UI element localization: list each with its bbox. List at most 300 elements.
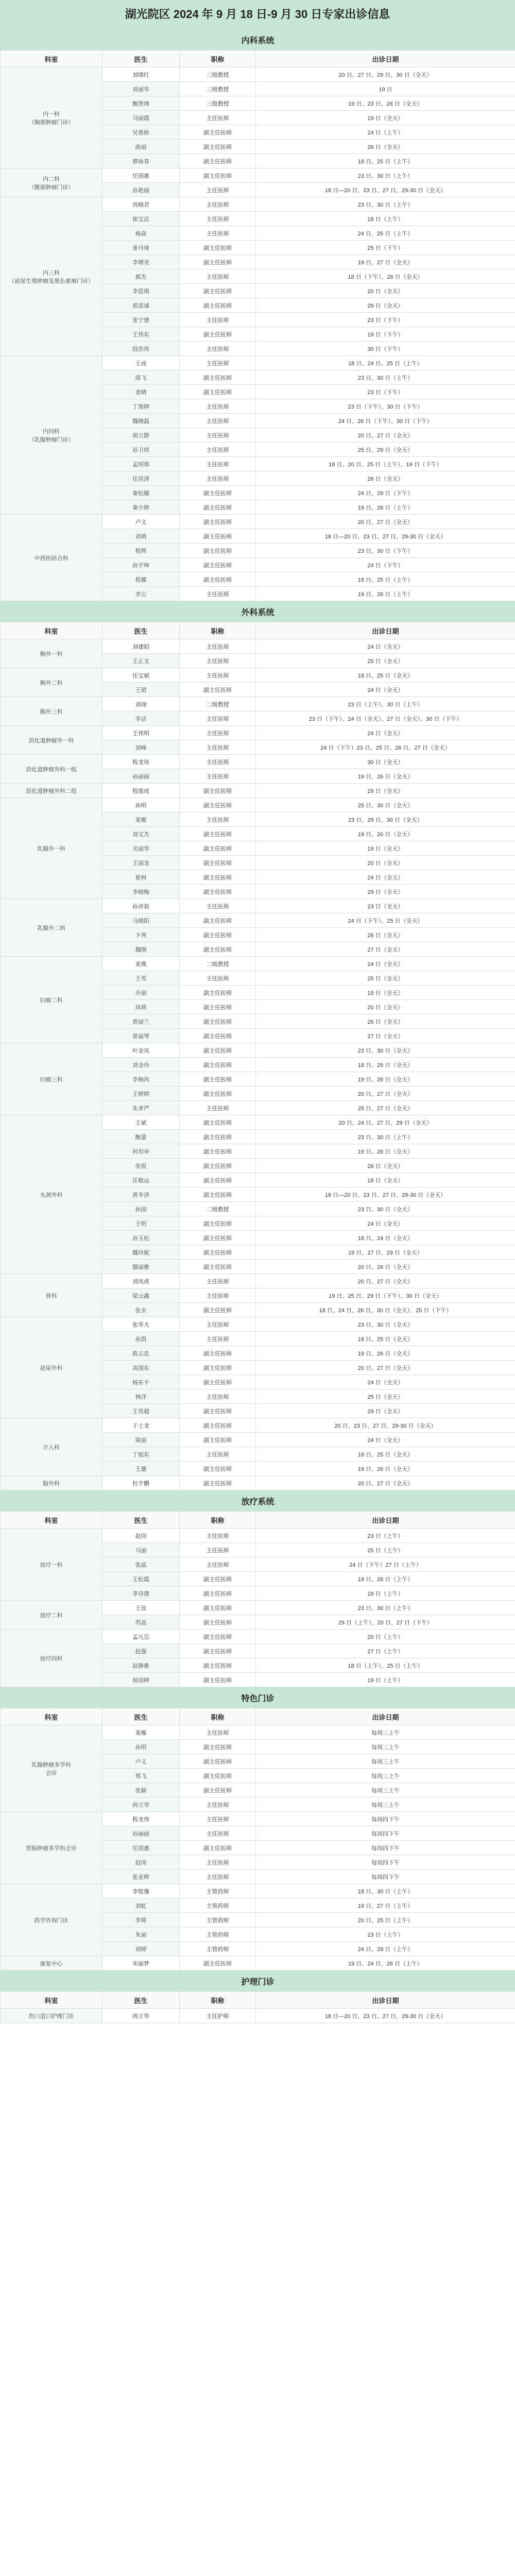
clinic-dates: 23 日（上午） (256, 1529, 515, 1543)
department-label: 泌尿外科 (40, 1365, 63, 1371)
column-header: 科室 (1, 1708, 102, 1725)
doctor-title: 副主任医师 (180, 385, 256, 399)
clinic-dates: 20 日、25 日（上午） (256, 1913, 515, 1927)
clinic-dates: 24 日、26 日（下午）、30 日（下午） (256, 414, 515, 428)
clinic-dates: 24 日（全天） (256, 726, 515, 740)
clinic-dates: 19 日、26 日（上午） (256, 500, 515, 515)
column-header: 职称 (180, 50, 256, 67)
clinic-dates: 24 日（全天） (256, 639, 515, 654)
clinic-dates: 19 日（下午） (256, 327, 515, 342)
column-header-row (1, 1708, 515, 1725)
doctor-title: 副主任医师 (180, 942, 256, 957)
clinic-dates: 20 日（全天） (256, 1000, 515, 1014)
doctor-title: 主任医师 (180, 1332, 256, 1346)
column-header: 医生 (102, 1512, 180, 1529)
doctor-title: 主任医师 (180, 769, 256, 784)
doctor-name: 姜丹琦 (102, 241, 180, 255)
doctor-name: 尚立华 (102, 2009, 180, 2023)
doctor-name: 黄冬泽 (102, 1188, 180, 1202)
doctor-name: 姜雁 (102, 1725, 180, 1740)
doctor-title: 副主任医师 (180, 1346, 256, 1361)
doctor-name: 李晓梅 (102, 885, 180, 899)
doctor-title: 主任医师 (180, 1274, 256, 1289)
doctor-title: 主任医师 (180, 740, 256, 755)
doctor-name: 黄丽兰 (102, 1014, 180, 1029)
clinic-dates: 23 日（下午） (256, 385, 515, 399)
table-row (1, 899, 515, 913)
column-header: 职称 (180, 1992, 256, 2009)
doctor-title: 主任医师 (180, 183, 256, 197)
clinic-dates: 23 日、30 日（上午） (256, 370, 515, 385)
clinic-dates: 29 日（全天） (256, 298, 515, 313)
clinic-dates: 18 日、30 日（上午） (256, 1884, 515, 1899)
doctor-title: 主任医师 (180, 1870, 256, 1884)
doctor-title: 副主任医师 (180, 1476, 256, 1490)
column-header: 科室 (1, 1992, 102, 2009)
clinic-dates: 25 日（上午） (256, 1543, 515, 1557)
clinic-dates: 24 日（下午）27 日（上午） (256, 1557, 515, 1572)
table-row (1, 755, 515, 769)
doctor-title: 副主任医师 (180, 544, 256, 558)
clinic-dates: 20 日、27 日（全天） (256, 515, 515, 529)
doctor-name: 刘绪红 (102, 67, 180, 82)
table-row (1, 1884, 515, 1899)
table-row (1, 697, 515, 711)
clinic-dates: 29 日（全天） (256, 784, 515, 798)
doctor-title: 副主任医师 (180, 1673, 256, 1687)
doctor-title: 副主任医师 (180, 1130, 256, 1144)
doctor-name: 孟凡岳 (102, 1630, 180, 1644)
clinic-dates: 19 日（全天） (256, 841, 515, 856)
doctor-title: 副主任医师 (180, 870, 256, 885)
doctor-name: 刘文杰 (102, 827, 180, 841)
doctor-title: 主任医师 (180, 269, 256, 284)
department-label: 消化道肿瘤外科一组 (26, 766, 77, 773)
doctor-title: 主任医师 (180, 1812, 256, 1826)
doctor-title: 主任医师 (180, 1447, 256, 1462)
doctor-title: 副主任医师 (180, 1303, 256, 1317)
doctor-name: 孙玉松 (102, 1231, 180, 1245)
doctor-name: 王松霞 (102, 1572, 180, 1586)
table-row (1, 957, 515, 971)
table-row (1, 197, 515, 212)
clinic-dates: 29 日（上午）、20 日、27 日（下午） (256, 1615, 515, 1630)
department-cell (1, 697, 102, 726)
doctor-title: 副主任医师 (180, 1115, 256, 1130)
department-cell (1, 1043, 102, 1115)
doctor-name: 蔡咏春 (102, 154, 180, 168)
doctor-title: 主任医师 (180, 1289, 256, 1303)
doctor-name: 王斌 (102, 1115, 180, 1130)
doctor-title: 主任医师 (180, 111, 256, 125)
clinic-dates: 26 日（全天） (256, 1159, 515, 1173)
clinic-dates: 19 日、26 日（全天） (256, 1072, 515, 1087)
doctor-name: 刘金玲 (102, 1058, 180, 1072)
department-cell (1, 1418, 102, 1476)
department-cell (1, 168, 102, 197)
doctor-name: 孙凯 (102, 1332, 180, 1346)
doctor-title: 副主任医师 (180, 784, 256, 798)
doctor-name: 滕丽雅 (102, 1260, 180, 1274)
section-title: 内科系统 (1, 29, 515, 50)
doctor-title: 副主任医师 (180, 241, 256, 255)
clinic-dates: 24 日（全天） (256, 870, 515, 885)
doctor-name: 苏晶 (102, 1615, 180, 1630)
department-cell (1, 1476, 102, 1490)
doctor-name: 王国龙 (102, 856, 180, 870)
department-label: 药学咨询门诊 (34, 1917, 68, 1924)
doctor-name: 李诗倩 (102, 1586, 180, 1601)
department-label: （胸部肿瘤门诊） (28, 119, 74, 126)
doctor-name: 孙宇坤 (102, 558, 180, 572)
doctor-title: 主任医师 (180, 1826, 256, 1841)
clinic-dates: 25 日（下午） (256, 241, 515, 255)
doctor-title: 副主任医师 (180, 885, 256, 899)
table-row (1, 1418, 515, 1433)
doctor-title: 二级教授 (180, 957, 256, 971)
clinic-dates: 18 日、25 日（全天） (256, 668, 515, 683)
doctor-name: 程龙伟 (102, 755, 180, 769)
department-label: 胸外三科 (40, 708, 63, 715)
doctor-title: 副主任医师 (180, 1433, 256, 1447)
doctor-title: 副主任医师 (180, 298, 256, 313)
doctor-title: 主任医师 (180, 1725, 256, 1740)
clinic-dates: 19 日、24 日、26 日（上午） (256, 1956, 515, 1971)
section-title: 放疗系统 (1, 1490, 515, 1512)
table-row (1, 1812, 515, 1826)
clinic-dates: 19 日、26 日（上午） (256, 1572, 515, 1586)
clinic-dates: 20 日、24 日、27 日、29 日（全天） (256, 1115, 515, 1130)
doctor-name: 段浩伟 (102, 342, 180, 356)
clinic-dates: 每周三上午 (256, 1769, 515, 1783)
clinic-dates: 每周四下午 (256, 1812, 515, 1826)
clinic-dates: 24 日（全天） (256, 683, 515, 697)
doctor-name: 常丽琴 (102, 1029, 180, 1043)
doctor-name: 卢义 (102, 515, 180, 529)
doctor-name: 孙彦茹 (102, 899, 180, 913)
department-cell (1, 726, 102, 755)
doctor-title: 二级教授 (180, 697, 256, 711)
doctor-name: 赵静雅 (102, 1658, 180, 1673)
doctor-title: 主管药师 (180, 1913, 256, 1927)
clinic-dates: 24 日、29 日（上午） (256, 1942, 515, 1956)
doctor-title: 副主任医师 (180, 140, 256, 154)
doctor-name: 高国东 (102, 1361, 180, 1375)
table-row (1, 668, 515, 683)
clinic-dates: 27 日（上午） (256, 1644, 515, 1658)
doctor-name: 程娜 (102, 572, 180, 587)
doctor-name: 刘虹 (102, 1899, 180, 1913)
doctor-title: 主任医师 (180, 812, 256, 827)
doctor-name: 魏刚 (102, 942, 180, 957)
clinic-dates: 18 日、25 日（全天） (256, 1332, 515, 1346)
doctor-name: 刘凤虎 (102, 1274, 180, 1289)
doctor-name: 孙艳丽 (102, 183, 180, 197)
doctor-name: 朱孝严 (102, 1101, 180, 1115)
clinic-dates: 18 日、25 日（上午） (256, 572, 515, 587)
doctor-name: 郭思诚 (102, 298, 180, 313)
doctor-name: 孙明 (102, 1740, 180, 1754)
doctor-name: 周莉 (102, 1000, 180, 1014)
doctor-name: 刘建昭 (102, 639, 180, 654)
doctor-title: 副主任医师 (180, 1586, 256, 1601)
clinic-dates: 19 日、27 日、29 日（全天） (256, 1245, 515, 1260)
clinic-dates: 26 日（全天） (256, 471, 515, 486)
doctor-title: 副主任医师 (180, 1754, 256, 1769)
doctor-name: 姜雁 (102, 812, 180, 827)
doctor-name: 杨焱 (102, 226, 180, 241)
department-label: 介入科 (43, 1444, 60, 1451)
doctor-title: 副主任医师 (180, 1000, 256, 1014)
clinic-dates: 27 日（全天） (256, 1029, 515, 1043)
department-label: 内二科 (43, 176, 60, 182)
clinic-dates: 18 日（上午）、25 日（上午） (256, 1658, 515, 1673)
clinic-dates: 23 日、30 日（上午） (256, 1601, 515, 1615)
department-label: 放疗二科 (40, 1612, 63, 1619)
department-cell (1, 1601, 102, 1630)
doctor-name: 王汝 (102, 1601, 180, 1615)
doctor-title: 主任医师 (180, 1855, 256, 1870)
doctor-title: 副主任医师 (180, 1188, 256, 1202)
clinic-dates: 24 日（下午）23 日、25 日、26 日、27 日（全天） (256, 740, 515, 755)
clinic-dates: 19 日、26 日（全天） (256, 1462, 515, 1476)
doctor-name: 孙丽丽 (102, 769, 180, 784)
department-cell (1, 798, 102, 899)
column-header: 医生 (102, 50, 180, 67)
doctor-title: 主任医师 (180, 1317, 256, 1332)
clinic-dates: 每周三上午 (256, 1725, 515, 1740)
doctor-title: 主任医师 (180, 654, 256, 668)
department-cell (1, 639, 102, 668)
doctor-name: 李梅风 (102, 1072, 180, 1087)
clinic-dates: 每周四下午 (256, 1841, 515, 1855)
clinic-dates: 19 日、23 日、26 日（全天） (256, 96, 515, 111)
clinic-dates: 18 日、24 日（全天） (256, 1231, 515, 1245)
clinic-dates: 20 日、27 日（全天） (256, 1476, 515, 1490)
doctor-title: 副主任医师 (180, 1245, 256, 1260)
table-row (1, 356, 515, 370)
doctor-name: 张宁德 (102, 313, 180, 327)
table-row (1, 726, 515, 740)
clinic-dates: 19 日 (256, 82, 515, 96)
department-cell (1, 1115, 102, 1274)
doctor-name: 王婷婷 (102, 1087, 180, 1101)
doctor-title: 副主任医师 (180, 1087, 256, 1101)
doctor-name: 秦松娜 (102, 486, 180, 500)
clinic-dates: 20 日、27 日（全天） (256, 1274, 515, 1289)
clinic-dates: 20 日、27 日（全天） (256, 1361, 515, 1375)
doctor-name: 宋丽梦 (102, 1956, 180, 1971)
column-header: 出诊日期 (256, 1708, 515, 1725)
doctor-name: 王雄 (102, 1462, 180, 1476)
doctor-title: 副主任医师 (180, 486, 256, 500)
doctor-name: 郝杰 (102, 269, 180, 284)
department-label: 骨科 (45, 1293, 57, 1299)
department-label: 胸外一科 (40, 651, 63, 657)
clinic-dates: 每周三上午 (256, 1783, 515, 1798)
doctor-name: 马晓阳 (102, 913, 180, 928)
column-header: 科室 (1, 1512, 102, 1529)
doctor-name: 李思琪 (102, 284, 180, 298)
doctor-name: 魏玲妮 (102, 1245, 180, 1260)
doctor-title: 二级教授 (180, 1202, 256, 1216)
department-label: 乳腺外一科 (37, 845, 65, 852)
department-cell (1, 1630, 102, 1687)
doctor-title: 主任护师 (180, 2009, 256, 2023)
department-cell (1, 755, 102, 784)
department-label: 放疗四科 (40, 1655, 63, 1662)
doctor-name: 王伟明 (102, 726, 180, 740)
clinic-dates: 23 日、30 日（上午） (256, 1130, 515, 1144)
department-label: 内三科 (43, 269, 60, 276)
clinic-dates: 24 日（下午） (256, 558, 515, 572)
clinic-dates: 19 日、27 日（全天） (256, 255, 515, 269)
clinic-dates: 18 日（下午）、26 日（全天） (256, 269, 515, 284)
doctor-name: 王英超 (102, 1404, 180, 1418)
clinic-dates: 23 日、30 日（下午） (256, 544, 515, 558)
department-cell (1, 1529, 102, 1601)
table-row (1, 1043, 515, 1058)
doctor-title: 副主任医师 (180, 1462, 256, 1476)
clinic-dates: 18 日、24 日、25 日（上午） (256, 356, 515, 370)
doctor-name: 刘萌 (102, 529, 180, 544)
doctor-title: 副主任医师 (180, 986, 256, 1000)
department-cell (1, 668, 102, 697)
doctor-name: 曲丽 (102, 140, 180, 154)
doctor-name: 卢义 (102, 1754, 180, 1769)
column-header: 科室 (1, 622, 102, 639)
table-row (1, 1529, 515, 1543)
schedule-body (1, 29, 515, 2023)
clinic-dates: 18 日（上午） (256, 1586, 515, 1601)
clinic-dates: 23 日（下午） (256, 313, 515, 327)
doctor-name: 程龙伟 (102, 1812, 180, 1826)
doctor-title: 主任医师 (180, 1543, 256, 1557)
doctor-name: 张华夫 (102, 1317, 180, 1332)
table-row (1, 1601, 515, 1615)
doctor-title: 副主任医师 (180, 1144, 256, 1159)
column-header: 医生 (102, 1708, 180, 1725)
department-label: 内一科 (43, 111, 60, 117)
clinic-dates: 23 日、30 日（上午） (256, 168, 515, 183)
clinic-dates: 29 日（全天） (256, 1404, 515, 1418)
table-row (1, 1274, 515, 1289)
doctor-title: 副主任医师 (180, 1956, 256, 1971)
clinic-dates: 25 日、27 日（全天） (256, 1101, 515, 1115)
clinic-dates: 20 日（全天） (256, 284, 515, 298)
doctor-title: 主任医师 (180, 197, 256, 212)
department-cell (1, 356, 102, 515)
department-cell (1, 1317, 102, 1418)
column-header: 职称 (180, 1708, 256, 1725)
doctor-title: 副主任医师 (180, 572, 256, 587)
clinic-dates: 23 日（下午）、24 日（全天）、27 日（全天）、30 日（下午） (256, 711, 515, 726)
section-header-row (1, 601, 515, 622)
doctor-title: 主任医师 (180, 226, 256, 241)
doctor-name: 张晶 (102, 1557, 180, 1572)
department-label: （腹部肿瘤门诊） (28, 184, 74, 191)
clinic-dates: 24 日、25 日（上午） (256, 226, 515, 241)
clinic-dates: 24 日（下午）、25 日（全天） (256, 913, 515, 928)
clinic-dates: 19 日（全天） (256, 986, 515, 1000)
doctor-title: 副主任医师 (180, 255, 256, 269)
doctor-name: 李增美 (102, 255, 180, 269)
table-row (1, 639, 515, 654)
doctor-title: 副主任医师 (180, 1404, 256, 1418)
doctor-name: 姜晴 (102, 385, 180, 399)
table-row (1, 798, 515, 812)
table-row (1, 1115, 515, 1130)
doctor-name: 任宝斌 (102, 668, 180, 683)
clinic-dates: 30 日（全天） (256, 755, 515, 769)
doctor-name: 王成 (102, 356, 180, 370)
department-cell (1, 1812, 102, 1884)
column-header-row (1, 1992, 515, 2009)
clinic-dates: 20 日（上午） (256, 1630, 515, 1644)
doctor-name: 程莲成 (102, 784, 180, 798)
doctor-title: 副主任医师 (180, 1058, 256, 1072)
doctor-name: 刘翊 (102, 697, 180, 711)
clinic-dates: 18 日、25 日（上午） (256, 154, 515, 168)
doctor-title: 主管药师 (180, 1884, 256, 1899)
department-label: 消化道肿瘤外一科 (28, 737, 74, 744)
doctor-name: 任洪涛 (102, 471, 180, 486)
clinic-dates: 19 日、26 日（全天） (256, 1346, 515, 1361)
clinic-dates: 18 日、25 日（全天） (256, 1058, 515, 1072)
department-cell (1, 1956, 102, 1971)
doctor-title: 三级教授 (180, 82, 256, 96)
doctor-title: 主任医师 (180, 668, 256, 683)
clinic-dates: 18 日（全天） (256, 1173, 515, 1188)
department-label: 妇瘤二科 (40, 997, 63, 1004)
department-label: 中西医结合科 (34, 555, 68, 562)
clinic-dates: 20 日（全天） (256, 856, 515, 870)
clinic-dates: 20 日、23 日、27 日、29-30 日（全天） (256, 1418, 515, 1433)
doctor-name: 杨东平 (102, 1375, 180, 1389)
table-row (1, 1630, 515, 1644)
clinic-dates: 18 日、25 日（全天） (256, 1447, 515, 1462)
clinic-dates: 25 日、29 日（全天） (256, 443, 515, 457)
doctor-name: 任国惠 (102, 168, 180, 183)
department-label: 乳腺肿瘤多学科 (31, 1761, 71, 1768)
doctor-name: 吴香娇 (102, 125, 180, 140)
doctor-title: 副主任医师 (180, 168, 256, 183)
clinic-dates: 23 日（下午）、30 日（下午） (256, 399, 515, 414)
department-label: 会诊 (45, 1770, 57, 1776)
doctor-name: 王伟东 (102, 327, 180, 342)
doctor-title: 副主任医师 (180, 1615, 256, 1630)
doctor-title: 副主任医师 (180, 154, 256, 168)
doctor-title: 副主任医师 (180, 683, 256, 697)
schedule-table (0, 29, 515, 2023)
clinic-dates: 24 日（全天） (256, 1433, 515, 1447)
doctor-title: 主任医师 (180, 342, 256, 356)
clinic-dates: 19 日、26 日（全天） (256, 769, 515, 784)
department-cell (1, 1274, 102, 1317)
doctor-title: 副主任医师 (180, 1014, 256, 1029)
department-cell (1, 957, 102, 1043)
doctor-name: 尚立华 (102, 1798, 180, 1812)
doctor-title: 主管药师 (180, 1899, 256, 1913)
clinic-dates: 24 日、29 日（下午） (256, 486, 515, 500)
clinic-dates: 23 日、30 日（上午） (256, 197, 515, 212)
doctor-name: 马丽 (102, 1543, 180, 1557)
clinic-dates: 29 日（全天） (256, 885, 515, 899)
doctor-name: 李铭豫 (102, 1884, 180, 1899)
doctor-title: 三级教授 (180, 67, 256, 82)
doctor-name: 叶金凤 (102, 1043, 180, 1058)
clinic-dates: 20 日、26 日（全天） (256, 1260, 515, 1274)
